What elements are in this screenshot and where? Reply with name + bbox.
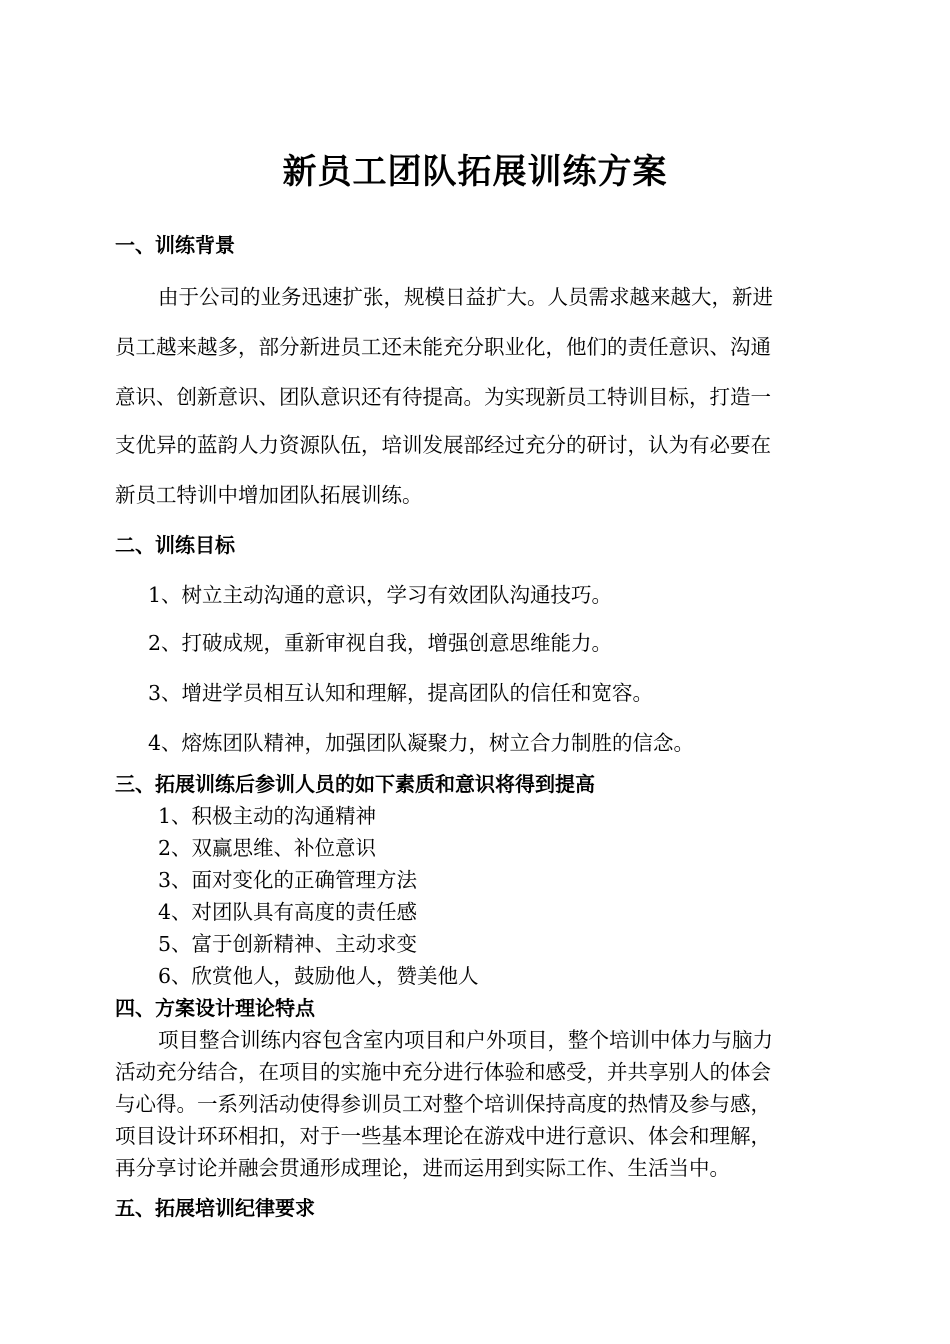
paragraph-line: 由于公司的业务迅速扩张，规模日益扩大。人员需求越来越大，新进: [158, 285, 773, 309]
paragraph-line: 活动充分结合，在项目的实施中充分进行体验和感受，并共享别人的体会: [115, 1060, 771, 1084]
paragraph-line: 支优异的蓝韵人力资源队伍，培训发展部经过充分的研讨，认为有必要在: [115, 433, 771, 457]
document-title: 新员工团队拓展训练方案: [282, 152, 668, 192]
list-item: 6、欣赏他人，鼓励他人，赞美他人: [158, 964, 479, 988]
list-item: 2、打破成规，重新审视自我，增强创意思维能力。: [148, 631, 613, 655]
list-item: 4、对团队具有高度的责任感: [158, 900, 418, 924]
paragraph-line: 再分享讨论并融会贯通形成理论，进而运用到实际工作、生活当中。: [115, 1156, 730, 1180]
list-item: 1、树立主动沟通的意识，学习有效团队沟通技巧。: [148, 583, 613, 607]
section-heading-design-features: 四、方案设计理论特点: [115, 996, 315, 1020]
list-item: 3、增进学员相互认知和理解，提高团队的信任和宽容。: [148, 681, 654, 705]
list-item: 4、熔炼团队精神，加强团队凝聚力，树立合力制胜的信念。: [148, 731, 695, 755]
paragraph-line: 意识、创新意识、团队意识还有待提高。为实现新员工特训目标，打造一: [115, 385, 771, 409]
section-heading-improvements: 三、拓展训练后参训人员的如下素质和意识将得到提高: [115, 772, 595, 796]
list-item: 3、面对变化的正确管理方法: [158, 868, 418, 892]
list-item: 2、双赢思维、补位意识: [158, 836, 377, 860]
paragraph-line: 员工越来越多，部分新进员工还未能充分职业化，他们的责任意识、沟通: [115, 335, 771, 359]
paragraph-line: 与心得。一系列活动使得参训员工对整个培训保持高度的热情及参与感，: [115, 1092, 771, 1116]
paragraph-line: 项目整合训练内容包含室内项目和户外项目，整个培训中体力与脑力: [158, 1028, 773, 1052]
section-heading-goals: 二、训练目标: [115, 533, 235, 557]
section-heading-background: 一、训练背景: [115, 233, 235, 257]
section-heading-discipline: 五、拓展培训纪律要求: [115, 1196, 315, 1220]
list-item: 1、积极主动的沟通精神: [158, 804, 377, 828]
list-item: 5、富于创新精神、主动求变: [158, 932, 418, 956]
paragraph-line: 新员工特训中增加团队拓展训练。: [115, 483, 423, 507]
paragraph-line: 项目设计环环相扣，对于一些基本理论在游戏中进行意识、体会和理解，: [115, 1124, 771, 1148]
